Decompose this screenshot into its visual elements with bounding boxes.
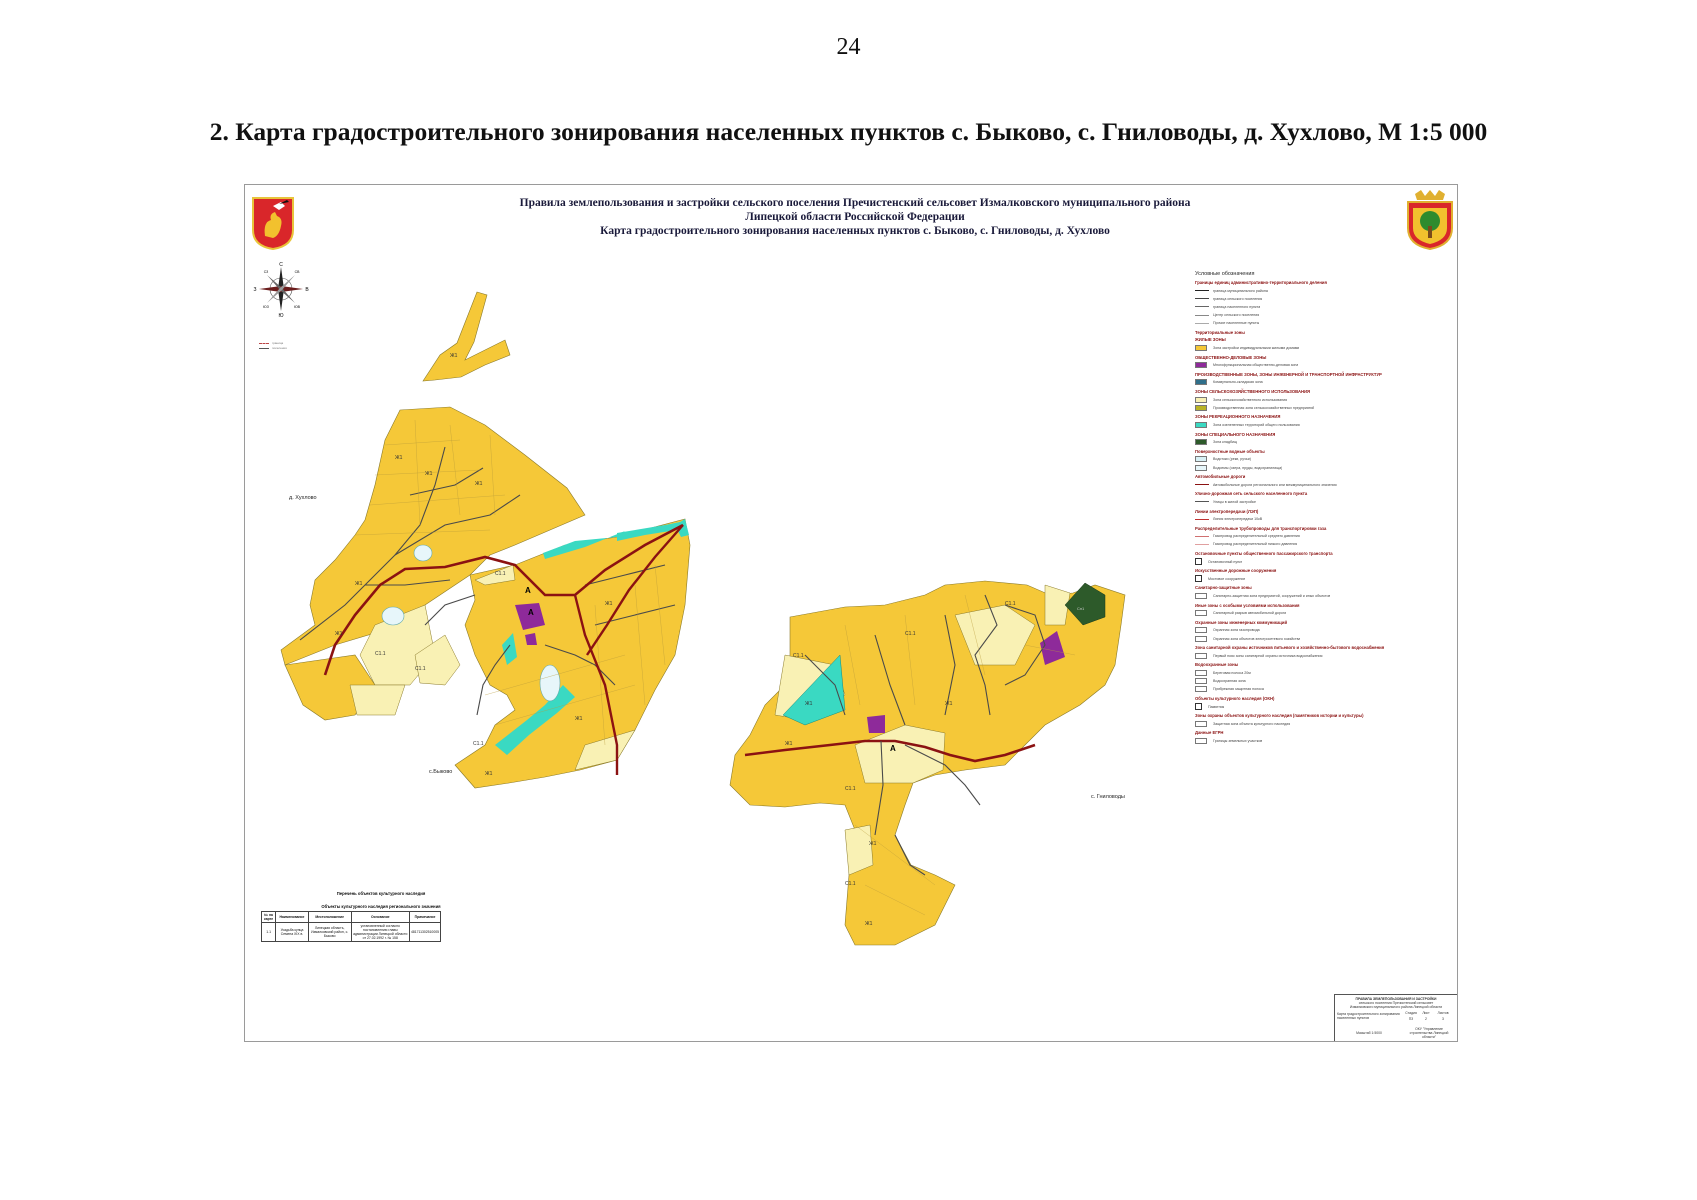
legend-entry	[1195, 396, 1445, 404]
svg-text:Ж1: Ж1	[575, 716, 583, 722]
legend-entry-label: Охранная зона газопровода	[1213, 628, 1260, 633]
svg-text:С1.1: С1.1	[905, 631, 916, 637]
legend-heading: Территориальные зоны	[1195, 329, 1245, 335]
svg-text:Ж1: Ж1	[865, 921, 873, 927]
legend-line-symbol	[1195, 501, 1209, 502]
legend-heading: Данные ЕГРН	[1195, 730, 1224, 736]
legend-title: Условные обозначения	[1195, 271, 1255, 277]
legend-heading: Искусственные дорожные сооружения	[1195, 568, 1277, 574]
legend-entry-label: Линия электропередачи 10кВ	[1213, 517, 1263, 522]
legend-entry-label: Водоемы (озера, пруды, водохранилища)	[1213, 465, 1283, 470]
legend-heading: ЗОНЫ СЕЛЬСКОХОЗЯЙСТВЕННОГО ИСПОЛЬЗОВАНИЯ	[1195, 389, 1311, 394]
legend-line-symbol	[1195, 306, 1209, 307]
svg-text:А: А	[525, 586, 531, 595]
legend-heading: Автомобильные дороги	[1195, 474, 1246, 480]
svg-text:Ж1: Ж1	[425, 471, 433, 477]
svg-text:С1.1: С1.1	[375, 651, 386, 657]
legend-entry-label: Водоохранная зона	[1213, 679, 1246, 684]
legend-entry-label: Остановочный пункт	[1208, 559, 1243, 564]
legend-line-symbol	[1195, 536, 1209, 537]
compass-ne: СВ	[294, 270, 300, 274]
legend-entry-label: Зона сельскохозяйственного использования	[1213, 397, 1288, 402]
svg-text:Ж1: Ж1	[605, 601, 613, 607]
legend-entry	[1195, 737, 1445, 745]
legend-entry-label: граница муниципального района	[1213, 288, 1268, 293]
legend-line-symbol	[1195, 298, 1209, 299]
heritage-title: Перечень объектов культурного наследия	[336, 891, 426, 896]
svg-text:А: А	[890, 744, 896, 753]
legend-swatch	[1195, 422, 1207, 428]
svg-text:Ж1: Ж1	[805, 701, 813, 707]
title-block: ПРАВИЛА ЗЕМЛЕПОЛЬЗОВАНИЯ И ЗАСТРОЙКИ сельского поселения Пречистенский сельсовет Измалковского муниципального района Липецкой области Карта градостроительного зонирования населенных пунктов Стадия Лист Листов ПЗ 2 3 Масштаб 1:5000 ОКУ "Управление строительства Липецкой области"	[1334, 994, 1457, 1041]
svg-text:Ж1: Ж1	[355, 581, 363, 587]
legend-entry	[1195, 287, 1445, 295]
legend-entry-label: Охранная зона объектов электросетевого хозяйства	[1213, 636, 1301, 641]
legend-swatch	[1195, 678, 1207, 684]
legend-heading: Линии электропередачи (ЛЭП)	[1195, 508, 1259, 514]
legend-swatch	[1195, 345, 1207, 351]
legend-entry-label: Водотоки (реки, ручьи)	[1213, 457, 1251, 462]
svg-text:Ж1: Ж1	[335, 631, 343, 637]
compass-nw: СЗ	[263, 270, 269, 274]
legend-swatch	[1195, 721, 1207, 727]
legend-swatch	[1195, 456, 1207, 462]
svg-text:Ж1: Ж1	[475, 481, 483, 487]
legend-entry	[1195, 344, 1445, 352]
legend-entry	[1195, 438, 1445, 446]
legend-entry-label: Улицы в жилой застройке	[1213, 499, 1256, 504]
legend-heading: ОБЩЕСТВЕННО-ДЕЛОВЫЕ ЗОНЫ	[1195, 354, 1267, 360]
svg-text:Ж1: Ж1	[869, 841, 877, 847]
legend-heading: Водоохранные зоны	[1195, 662, 1239, 668]
legend-swatch	[1195, 670, 1207, 676]
legend-entry	[1195, 361, 1445, 369]
legend-swatch	[1195, 627, 1207, 633]
legend-entry	[1195, 540, 1445, 548]
label-khukhlovo: д. Хухлово	[289, 495, 317, 501]
legend-entry-label: Береговая полоса 20м	[1213, 670, 1251, 675]
zoning-map	[244, 184, 1458, 1042]
svg-text:С1.1: С1.1	[1005, 601, 1016, 607]
legend-entry	[1195, 669, 1445, 677]
legend-entry	[1195, 311, 1445, 319]
legend-entry	[1195, 702, 1445, 710]
svg-text:Ж1: Ж1	[395, 455, 403, 461]
legend-heading: ЗОНЫ РЕКРЕАЦИОННОГО НАЗНАЧЕНИЯ	[1195, 414, 1281, 420]
svg-text:А: А	[528, 608, 534, 617]
svg-text:Ж1: Ж1	[785, 741, 793, 747]
legend-heading: Зоны охраны объектов культурного наследия (памятников истории и культуры)	[1195, 713, 1364, 719]
legend-entry	[1195, 481, 1445, 489]
legend-entry-label: Памятник	[1208, 704, 1225, 709]
page-heading: 2. Карта градостроительного зонирования населенных пунктов с. Быково, с. Гниловоды, д. Хухлово, М 1:5 000	[209, 117, 1488, 146]
legend-swatch	[1195, 465, 1207, 471]
legend-heading: Границы единиц административно-территориального деления	[1195, 280, 1327, 285]
legend-entry	[1195, 592, 1445, 600]
legend-entry	[1195, 455, 1445, 463]
legend-line-symbol	[1195, 323, 1209, 324]
map-legend	[1195, 271, 1445, 745]
legend-entry-label: Производственная зона сельскохозяйственных предприятий	[1213, 405, 1315, 410]
legend-heading: Остановочные пункты общественного пассажирского транспорта	[1195, 551, 1333, 557]
legend-swatch	[1195, 397, 1207, 403]
legend-entry	[1195, 463, 1445, 471]
map-header-line-2: Липецкой области Российской Федерации	[745, 211, 965, 223]
compass-se: ЮВ	[294, 305, 300, 309]
map-header-line-1: Правила землепользования и застройки сельского поселения Пречистенский сельсовет Измалковского муниципального района	[519, 197, 1191, 209]
svg-text:Ж1: Ж1	[450, 353, 458, 359]
compass-e: В	[305, 287, 309, 293]
heritage-table: Перечень объектов культурного наследия Объекты культурного наследия регионального значения № на карте Наименование Местоположение Основание Примечание 1.1 Усадьба купца Семена XIX в. Липецкая область, Измалковский район, с. Быково установленный согласно постановлению главы администрации Липецкой области от 27.02.1992 г. № 158 481711302510005	[261, 891, 461, 942]
legend-heading: ЗОНЫ СПЕЦИАЛЬНОГО НАЗНАЧЕНИЯ	[1195, 431, 1276, 437]
legend-entry-label: Зона озелененных территорий общего пользования	[1213, 422, 1300, 427]
svg-text:Ж1: Ж1	[485, 771, 493, 777]
legend-swatch	[1195, 636, 1207, 642]
legend-point-symbol-icon	[1195, 575, 1202, 582]
svg-text:С1.1: С1.1	[473, 741, 484, 747]
legend-swatch	[1195, 686, 1207, 692]
legend-heading: Объекты культурного наследия (ОКН)	[1195, 695, 1275, 701]
bykovo-khukhlovo-territory	[281, 292, 690, 788]
legend-entry-label: Газопровод распределительный среднего давления	[1213, 534, 1300, 539]
gnilovody-territory	[730, 581, 1125, 945]
legend-entry	[1195, 532, 1445, 540]
legend-heading: Поверхностные водные объекты	[1195, 448, 1265, 454]
map-header-line-3: Карта градостроительного зонирования населенных пунктов с. Быково, с. Гниловоды, д. Хухлово	[600, 225, 1110, 237]
legend-entry	[1195, 626, 1445, 634]
legend-entry	[1195, 498, 1445, 506]
legend-entry-label: граница сельского поселения	[1213, 296, 1263, 301]
legend-entry-label: Зона кладбищ	[1213, 440, 1237, 445]
legend-entry	[1195, 575, 1445, 583]
legend-entry	[1195, 685, 1445, 693]
legend-point-symbol-icon	[1195, 558, 1202, 565]
legend-heading: Распределительные трубопроводы для транспортировки газа	[1195, 525, 1327, 531]
legend-line-symbol	[1195, 544, 1209, 545]
legend-line-symbol	[1195, 519, 1209, 520]
legend-entry-label: Прочие населенные пункты	[1213, 321, 1260, 326]
compass-sw: ЮЗ	[263, 305, 269, 309]
legend-line-symbol	[1195, 484, 1209, 485]
legend-heading: ЖИЛЫЕ ЗОНЫ	[1195, 337, 1226, 343]
legend-swatch	[1195, 362, 1207, 368]
legend-entry	[1195, 515, 1445, 523]
label-gnilovody: с. Гниловоды	[1091, 794, 1125, 800]
legend-entry-label: Санитарно-защитная зона предприятий, сооружений и иных объектов	[1213, 594, 1331, 599]
svg-text:С1.1: С1.1	[495, 571, 506, 577]
legend-swatch	[1195, 738, 1207, 744]
legend-entry	[1195, 295, 1445, 303]
legend-entry-label: Автомобильные дороги регионального или межмуниципального значения	[1213, 482, 1337, 487]
svg-text:С1.1: С1.1	[845, 786, 856, 792]
legend-swatch	[1195, 405, 1207, 411]
legend-entry	[1195, 720, 1445, 728]
legend-heading: ПРОИЗВОДСТВЕННЫЕ ЗОНЫ, ЗОНЫ ИНЖЕНЕРНОЙ И ТРАНСПОРТНОЙ ИНФРАСТРУКТУР	[1195, 371, 1382, 377]
compass-note: граница поселения	[259, 341, 287, 351]
legend-heading: Охранные зоны инженерных коммуникаций	[1195, 619, 1288, 625]
legend-entry	[1195, 677, 1445, 685]
legend-swatch	[1195, 379, 1207, 385]
legend-entry-label: Санитарный разрыв автомобильной дороги	[1213, 611, 1287, 616]
legend-entry	[1195, 652, 1445, 660]
legend-entry	[1195, 421, 1445, 429]
legend-entry	[1195, 378, 1445, 386]
label-bykovo: с.Быково	[429, 769, 453, 775]
legend-entry	[1195, 558, 1445, 566]
legend-heading: Улично-дорожная сеть сельского населенного пункта	[1195, 491, 1308, 497]
legend-entry	[1195, 303, 1445, 311]
legend-heading: Иные зоны с особыми условиями использования	[1195, 602, 1300, 608]
legend-entry	[1195, 609, 1445, 617]
svg-text:Сп1: Сп1	[1077, 606, 1085, 611]
legend-entry-label: Зона застройки индивидуальными жилыми домами	[1213, 346, 1300, 351]
legend-swatch	[1195, 653, 1207, 659]
legend-entry-label: Газопровод распределительный низкого давления	[1213, 542, 1298, 547]
svg-text:С1.1: С1.1	[415, 666, 426, 672]
compass-n: С	[279, 262, 283, 268]
legend-entry-label: Защитная зона объекта культурного наследия	[1213, 721, 1291, 726]
compass-w: З	[253, 287, 257, 293]
legend-swatch	[1195, 593, 1207, 599]
legend-heading: Зона санитарной охраны источников питьевого и хозяйственно-бытового водоснабжения	[1195, 645, 1385, 651]
legend-point-symbol-icon	[1195, 703, 1202, 710]
legend-entry-label: Многофункциональная общественно-деловая зона	[1213, 363, 1299, 368]
legend-heading: Санитарно-защитные зоны	[1195, 585, 1252, 591]
svg-text:Ж1: Ж1	[945, 701, 953, 707]
legend-entry	[1195, 319, 1445, 327]
legend-line-symbol	[1195, 315, 1209, 316]
legend-entry-label: Коммунально-складская зона	[1213, 380, 1263, 385]
legend-swatch	[1195, 439, 1207, 445]
legend-entry-label: граница населенного пункта	[1213, 304, 1261, 309]
legend-entry	[1195, 635, 1445, 643]
legend-entry-label: Центр сельского поселения	[1213, 313, 1260, 318]
legend-swatch	[1195, 610, 1207, 616]
page-number: 24	[836, 34, 861, 60]
svg-text:С1.1: С1.1	[845, 881, 856, 887]
compass-s: Ю	[278, 313, 284, 317]
legend-line-symbol	[1195, 290, 1209, 291]
legend-entry	[1195, 404, 1445, 412]
legend-entry-label: Мостовое сооружение	[1208, 576, 1246, 581]
legend-entry-label: Первый пояс зоны санитарной охраны источника водоснабжения	[1213, 653, 1323, 658]
heritage-subtitle: Объекты культурного наследия регионального значения	[321, 904, 441, 909]
legend-entry-label: Границы земельных участков	[1213, 738, 1263, 743]
legend-entry-label: Прибрежная защитная полоса	[1213, 687, 1264, 692]
svg-text:С1.1: С1.1	[793, 653, 804, 659]
